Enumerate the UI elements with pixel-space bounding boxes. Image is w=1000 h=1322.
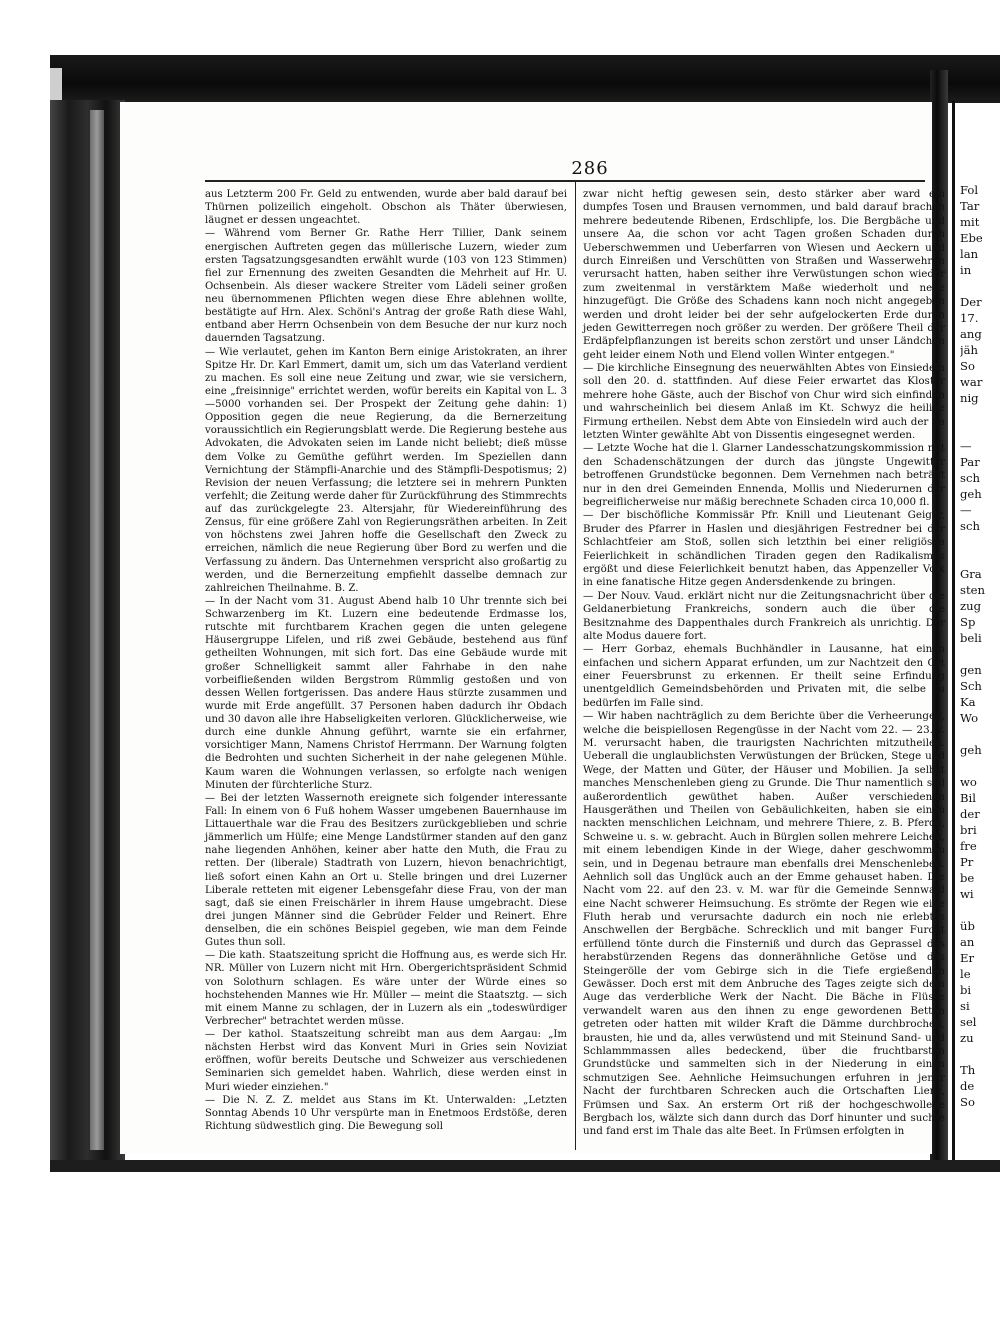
scan-bottom-shadow [50,1160,1000,1172]
page-stack-edge [90,110,104,1150]
book-spine-shadow [50,100,125,1172]
article-paragraph: — Während vom Berner Gr. Rathe Herr Tillier, Dank seinem energischen Auftreten gegen das müllerische Luzern, wieder zum ersten Tagsatzungsgesandten erwählt wurde (103 von 123 Stimmen) fiel zur Ernennung des zweiten Gesandten die Mehrheit auf Hr. U. Ochsenbein. Als dieser wackere Streiter vom Lädeli seiner großen neu übernommenen Pflichten wegen diese Ehre ablehnen wollte, bestätigte auf Hrn. Alex. Schöni's Antrag der große Rath diese Wahl, entband aber Herrn Ochsenbein von dem Besuche der nur kurz noch dauernden Tagsatzung. [205,228,567,345]
article-paragraph: — Die kath. Staatszeitung spricht die Hoffnung aus, es werde sich Hr. NR. Müller von Luzern nicht mit Hrn. Obergerichtspräsident Schmid von Solothurn schlagen. Es wäre unter der Würde eines so hochstehenden Mannes wie Hr. Müller — meint die Staatsztg. — sich mit einem Manne zu schlagen, der in Luzern als ein „todeswürdiger Verbrecher" betrachtet werden müsse. [205,950,567,1027]
article-paragraph: zwar nicht heftig gewesen sein, desto stärker aber ward ein dumpfes Tosen und Brausen vernommen, und bald darauf brachen mehrere bedeutende Ribenen, Erdschlipfe, los. Die Bergbäche und unsere Aa, die schon vor acht Tagen großen Schaden durch Ueberschwemmen und Ueberfarren von Wiesen und Aeckern und durch Einreißen und Verschütten von Straßen und Wasserwehren verursacht hatten, haben seither ihre Verwüstungen schon wieder zum zweitenmal in verstärktem Maße wiederholt und neue hinzugefügt. Die Größe des Schadens kann noch nicht angegeben werden und droht leider bei der sehr aufgelockerten Erde durch jeden Gewitterregen noch größer zu werden. Der größere Theil der Erdäpfelpflanzungen ist bereits schon zerstört und unser Ländchen geht leider einem Noth und Elend vollen Winter entgegen." [583,188,945,361]
article-paragraph: — Die N. Z. Z. meldet aus Stans im Kt. Unterwalden: „Letzten Sonntag Abends 10 Uhr verspürte man in Enetmoos Erdstöße, deren Richtung südwestlich ging. Die Bewegung soll [205,1094,567,1132]
right-column [583,188,945,1139]
article-paragraph: — Wie verlautet, gehen im Kanton Bern einige Aristokraten, an ihrer Spitze Hr. Dr. Karl Emmert, damit um, sich um das Vaterland verdient zu machen. Es soll eine neue Zeitung und zwar, wie sie versichern, eine „freisinnige" errichtet werden, wofür bereits ein Kapital von L. 3—5000 vorhanden sei. Der Prospekt der Zeitung gehe dahin: 1) Opposition gegen die neue Regierung, da die Bernerzeitung voraussichtlich ein Regierungsblatt werde. Die Regierung bestehe aus Advokaten, die Advokaten seien im Lande nicht beliebt; dieß müsse dem Volke zu Gemüthe geführt werden. Im Speziellen dann Vernichtung der Stämpfli-Anarchie und des Stämpfli-Despotismus; 2) Revision der neuen Verfassung; die letztere sei in mehrern Punkten verfehlt; die Zeitung werde daher für Zurückführung des Stimmrechts auf das zurückgelegte 23. Altersjahr, für Wiedereinführung des Zensus, für eine größere Zahl von Regierungsräthen arbeiten. In Zeit von höchstens zwei Jahren hoffe die Gesellschaft den Zweck zu erreichen, nämlich die neue Regierung über Bord zu werfen und die Verfassung zu ändern. Das Unternehmen verspricht also großartig zu werden, und die Bernerzeitung empfiehlt dasselbe demnach zur zahlreichen Theilnahme. B. Z. [205,346,567,594]
article-paragraph: — Letzte Woche hat die l. Glarner Landesschatzungskommission mit den Schadenschätzungen der durch das jüngste Ungewitter betroffenen Grundstücke begonnen. Dem Vernehmen nach beträgt nur in den drei Gemeinden Ennenda, Mollis und Niederurnen der begreiflicherweise nur mäßig berechnete Schaden circa 10,000 fl. [583,442,945,508]
facing-page-fragment: Fol Tar mit Ebe lan in Der 17. ang jäh So war nig — Par sch geh — sch Gra sten zug Sp beli gen Sch Ka Wo geh wo Bil der bri fre Pr be wi üb an Er le bi si sel zu Th de So [960,183,985,1109]
left-column [205,188,567,1133]
column-divider [575,182,576,1150]
article-paragraph: — Der Nouv. Vaud. erklärt nicht nur die Zeitungsnachricht über die Geldanerbietung Frankreichs, sondern auch die über die Besitznahme des Dappenthales durch Frankreich als unrichtig. Der alte Modus dauere fort. [583,589,945,642]
article-paragraph: — Herr Gorbaz, ehemals Buchhändler in Lausanne, hat einen einfachen und sichern Apparat erfunden, um zur Nachtzeit den Ort einer Feuersbrunst zu erkennen. Er theilt seine Erfindung unentgeldlich Gemeindsbehörden und Privaten mit, die selbe zu bedürfen im Falle sind. [583,643,945,709]
article-paragraph: — Bei der letzten Wassernoth ereignete sich folgender interessante Fall: In einem von 6 Fuß hohem Wasser umgebenen Bauernhause im Littauerthale war die Frau des Besitzers zurückgeblieben und schrie jämmerlich um Hülfe; eine Menge Landstürmer standen auf den ganz nahe liegenden Anhöhen, keiner aber hatte den Muth, die Frau zu retten. Der (liberale) Stadtrath von Luzern, hievon benachrichtigt, ließ sofort einen Kahn an Ort u. Stelle bringen und drei Luzerner Liberale retteten mit eigener Lebensgefahr diese Frau, von der man sagt, daß sie einen Freischärler in ihrem Hause umgebracht. Diese drei jungen Männer sind die Gebrüder Felder und Reinert. Ehre denselben, die ein schönes Beispiel gegeben, wie man dem Feinde Gutes thun soll. [205,792,567,949]
scan-top-shadow [50,55,1000,103]
article-paragraph: — Der bischöfliche Kommissär Pfr. Knill und Lieutenant Geiger, Bruder des Pfarrer in Haslen und diesjährigen Festredner bei der Schlachtfeier am Stoß, sollen sich letzthin bei einer religiösen Feierlichkeit in schändlichen Tiraden gegen den Radikalismus ergößt und diese Feierlichkeit benutzt haben, das Appenzeller Volk in eine fanatische Hitze gegen Andersdenkende zu bringen. [583,509,945,589]
article-paragraph: — Die kirchliche Einsegnung des neuerwählten Abtes von Einsiedeln soll den 20. d. stattfinden. Auf diese Feier erwartet das Kloster mehrere hohe Gäste, auch der Bischof von Chur wird sich einfinden und wahrscheinlich bei diesem Anlaß im Kt. Schwyz die heilige Firmung ertheilen. Nebst dem Abte von Einsiedeln wird auch der im letzten Winter gewählte Abt von Dissentis eingesegnet werden. [583,362,945,442]
article-paragraph: — In der Nacht vom 31. August Abend halb 10 Uhr trennte sich bei Schwarzenberg im Kt. Luzern eine bedeutende Erdmasse los, rutschte mit furchtbarem Krachen gegen die unten gelegene Häusergruppe Lifelen, und riß zwei Gebäude, bestehend aus fünf getheilten Wohnungen, mit sich fort. Das eine Gebäude wurde mit großer Schnelligkeit sammt aller Fahrhabe in den nahe vorbeifließenden wilden Bergstrom Rümmlig gestoßen und von dessen Wellen fortgerissen. Das andere Haus stürzte zusammen und wurde mit Erde angefüllt. 37 Personen haben dadurch ihr Obdach und 30 davon alle ihre Habseligkeiten verloren. Glücklicherweise, wie durch eine dunkle Ahnung geführt, warnte sie ein erfahrner, vorsichtiger Mann, Namens Christof Herrmann. Der Warnung folgten die Bedrohten und suchten Sicherheit in der nahe gelegenen Mühle. Kaum waren die Wohnungen verlassen, so erfolgte nach wenigen Minuten der fürchterliche Sturz. [205,595,567,791]
article-paragraph: aus Letzterm 200 Fr. Geld zu entwenden, wurde aber bald darauf bei Thürnen polizeilich eingeholt. Obschon als Thäter überwiesen, läugnet er dessen ungeachtet. [205,189,567,227]
gutter-line [952,100,955,1160]
header-rule [205,180,925,182]
article-paragraph: — Wir haben nachträglich zu dem Berichte über die Verheerungen, welche die beispiellosen Regengüsse in der Nacht vom 22. — 23. v. M. verursacht haben, die traurigsten Nachrichten mitzutheilen. Ueberall die unglaublichsten Verwüstungen der Brücken, Stege und Wege, der Matten und Güter, der Häuser und Mobilien. Ja selbst manches Menschenleben gieng zu Grunde. Die Thur namentlich soll außerordentlich gewüthet haben. Außer verschiedenen Hausgeräthen und Theilen von Gebäulichkeiten, haben sie einen nackten menschlichen Leichnam, und mehrere Thiere, z. B. Pferde, Schweine u. s. w. gebracht. Auch in Bürglen sollen mehrere Leichen, mit einem lebendigen Kinde in der Wiege, daher geschwommen sein, und in Degenau betraure man ebenfalls drei Menschenleben. Aehnlich soll das Unglück auch an der Emme gehauset haben. Die Nacht vom 22. auf den 23. v. M. war für die Gemeinde Sennwald eine Nacht schwerer Heimsuchung. Es strömte der Regen wie eine Fluth herab und verursachte dadurch ein noch nie erlebtes Anschwellen der Bergbäche. Schrecklich und mit banger Furcht erfüllend tönte durch die Finsterniß und durch das Geprassel des herabstürzenden Regens das donnerähnliche Getöse und das Steingerölle der vom Gebirge sich in die Tiefe ergießenden Gewässer. Doch erst mit dem Anbruche des Tages zeigte sich dem Auge das verderbliche Werk der Nacht. Die Bäche in Flüsse verwandelt waren aus den ihnen zu enge gewordenen Betten getreten oder hatten mit wilder Kraft die Dämme durchbrochen, brausten, hie und da, alles verwüstend und mit Steinund Sand- und Schlammmassen alles bedeckend, über die fruchtbarsten Grundstücke und sammelten sich in der Niederung in einen schmutzigen See. Aehnliche Heimsuchungen erfuhren in jener Nacht der furchtbaren Schrecken auch die Ortschaften Lienz, Frümsen und Sax. An ersterm Ort riß der hochgeschwollene Bergbach los, wälzte sich dann durch das Dorf hinunter und suchte und fand erst im Thale das alte Beet. In Frümsen erfolgten in [583,710,945,1138]
article-paragraph: — Der kathol. Staatszeitung schreibt man aus dem Aargau: „Im nächsten Herbst wird das Konvent Muri in Gries sein Noviziat eröffnen, wofür bereits Deutsche und Schweizer aus verschiedenen Seminarien sich gemeldet haben. Wahrlich, diese werden einst in Muri wieder einziehen." [205,1029,567,1093]
page-number: 286 [571,158,609,179]
